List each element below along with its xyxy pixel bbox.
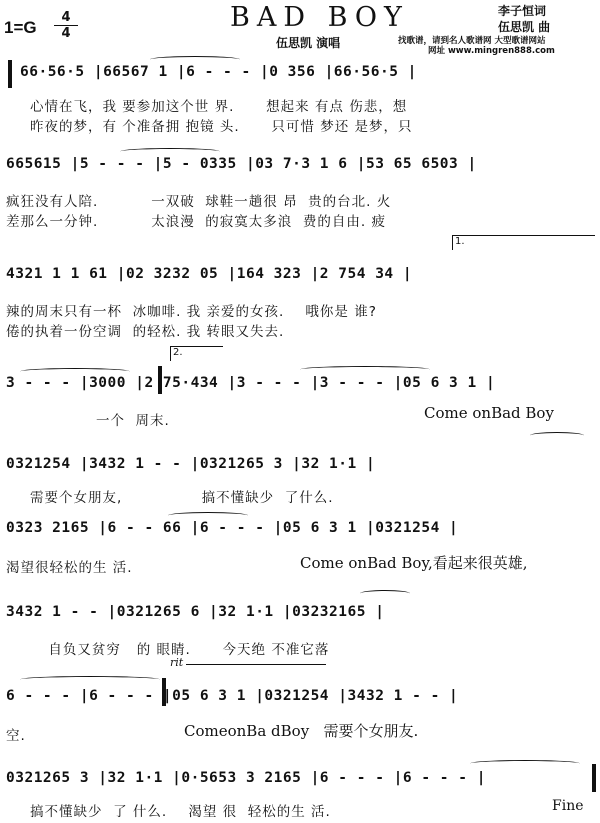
- lyrics-row-9: 搞不懂缺少 了 什么. 渴望 很 轻松的生 活.: [30, 804, 331, 820]
- notation-row-1: 66·56·5 |66567 1 |6 - - - |0 356 |66·56·5 |: [20, 64, 417, 80]
- meter-top: 4: [61, 10, 71, 25]
- lyrics-row-3-verse-2: 倦的执着一份空调 的轻松. 我 转眼又失去.: [6, 324, 285, 340]
- lyrics-row-5: 需要个女朋友, 搞不懂缺少 了什么.: [30, 490, 334, 506]
- repeat-start-barline: [8, 60, 12, 88]
- slur: [20, 368, 130, 375]
- notation-row-6: 0323 2165 |6 - - 66 |6 - - - |05 6 3 1 |0321254 |: [6, 520, 459, 536]
- notation-row-3: 4321 1 1 61 |02 3232 05 |164 323 |2 754 34 |: [6, 266, 413, 282]
- slur: [530, 432, 584, 439]
- slur: [470, 760, 580, 767]
- slur: [150, 56, 240, 63]
- notation-row-5: 0321254 |3432 1 - - |0321265 3 |32 1·1 |: [6, 456, 376, 472]
- rit-extension: [186, 664, 326, 665]
- composer-credit: 伍思凯 曲: [498, 20, 551, 34]
- slur: [168, 512, 248, 519]
- lyrics-row-2-verse-1: 疯狂没有人陪. 一双破 球鞋一趟很 昂 贵的台北. 火: [6, 194, 392, 210]
- key-signature: 1=G: [4, 18, 37, 37]
- lyrics-row-7: 自负又贫穷 的 眼睛. 今天绝 不准它落: [6, 642, 330, 658]
- lyricist-credit: 李子恒词: [498, 4, 547, 18]
- fine-mark: Fine: [552, 798, 584, 814]
- notation-row-4: 3 - - - |3000 |2 75·434 |3 - - - |3 - - - |05 6 3 1 |: [6, 375, 496, 391]
- slur: [120, 148, 220, 155]
- lyrics-row-4-english: Come onBad Boy: [424, 404, 554, 422]
- watermark-site: 找歌谱，请到名人歌谱网 大型歌谱网站 网址 www.mingren888.com: [398, 36, 555, 56]
- song-title: BAD BOY: [230, 2, 409, 33]
- slur: [300, 366, 430, 373]
- volta-2: 2.: [170, 346, 223, 361]
- time-signature: [54, 10, 78, 41]
- lyrics-row-1-verse-1: 心情在飞，我 要参加这个世 界. 想起来 有点 伤悲，想: [30, 99, 408, 115]
- notation-row-9: 0321265 3 |32 1·1 |0·5653 3 2165 |6 - - - |6 - - - |: [6, 770, 486, 786]
- lyrics-row-6-english: Come onBad Boy,看起来很英雄,: [300, 554, 528, 572]
- slur: [360, 590, 410, 597]
- notation-row-8: 6 - - - |6 - - - |05 6 3 1 |0321254 |3432 1 - - |: [6, 688, 459, 704]
- ritardando-mark: rit: [170, 656, 184, 669]
- notation-row-2: 665615 |5 - - - |5 - 0335 |03 7·3 1 6 |53 65 6503 |: [6, 156, 477, 172]
- notation-row-7: 3432 1 - - |0321265 6 |32 1·1 |03232165 |: [6, 604, 385, 620]
- meter-bottom: 4: [54, 25, 78, 41]
- volta-1: 1.: [452, 235, 595, 250]
- lyrics-row-8: 空.: [6, 728, 100, 744]
- lyrics-row-1-verse-2: 昨夜的梦，有 个准备拥 抱镜 头. 只可惜 梦还 是梦，只: [30, 119, 413, 135]
- lyrics-row-4: 一个 周末.: [6, 413, 266, 429]
- final-barline: [592, 764, 596, 792]
- lyrics-row-2-verse-2: 差那么一分钟. 太浪漫 的寂寞太多浪 费的自由. 疲: [6, 214, 386, 230]
- lyrics-row-6: 渴望很轻松的生 活.: [6, 560, 133, 576]
- lyrics-row-8-english: ComeonBa dBoy 需要个女朋友.: [184, 722, 419, 740]
- slur: [20, 676, 160, 683]
- lyrics-row-3-verse-1: 辣的周末只有一杯 冰咖啡. 我 亲爱的女孩. 哦你是 谁?: [6, 304, 377, 320]
- singer-credit: 伍思凯 演唱: [276, 36, 341, 50]
